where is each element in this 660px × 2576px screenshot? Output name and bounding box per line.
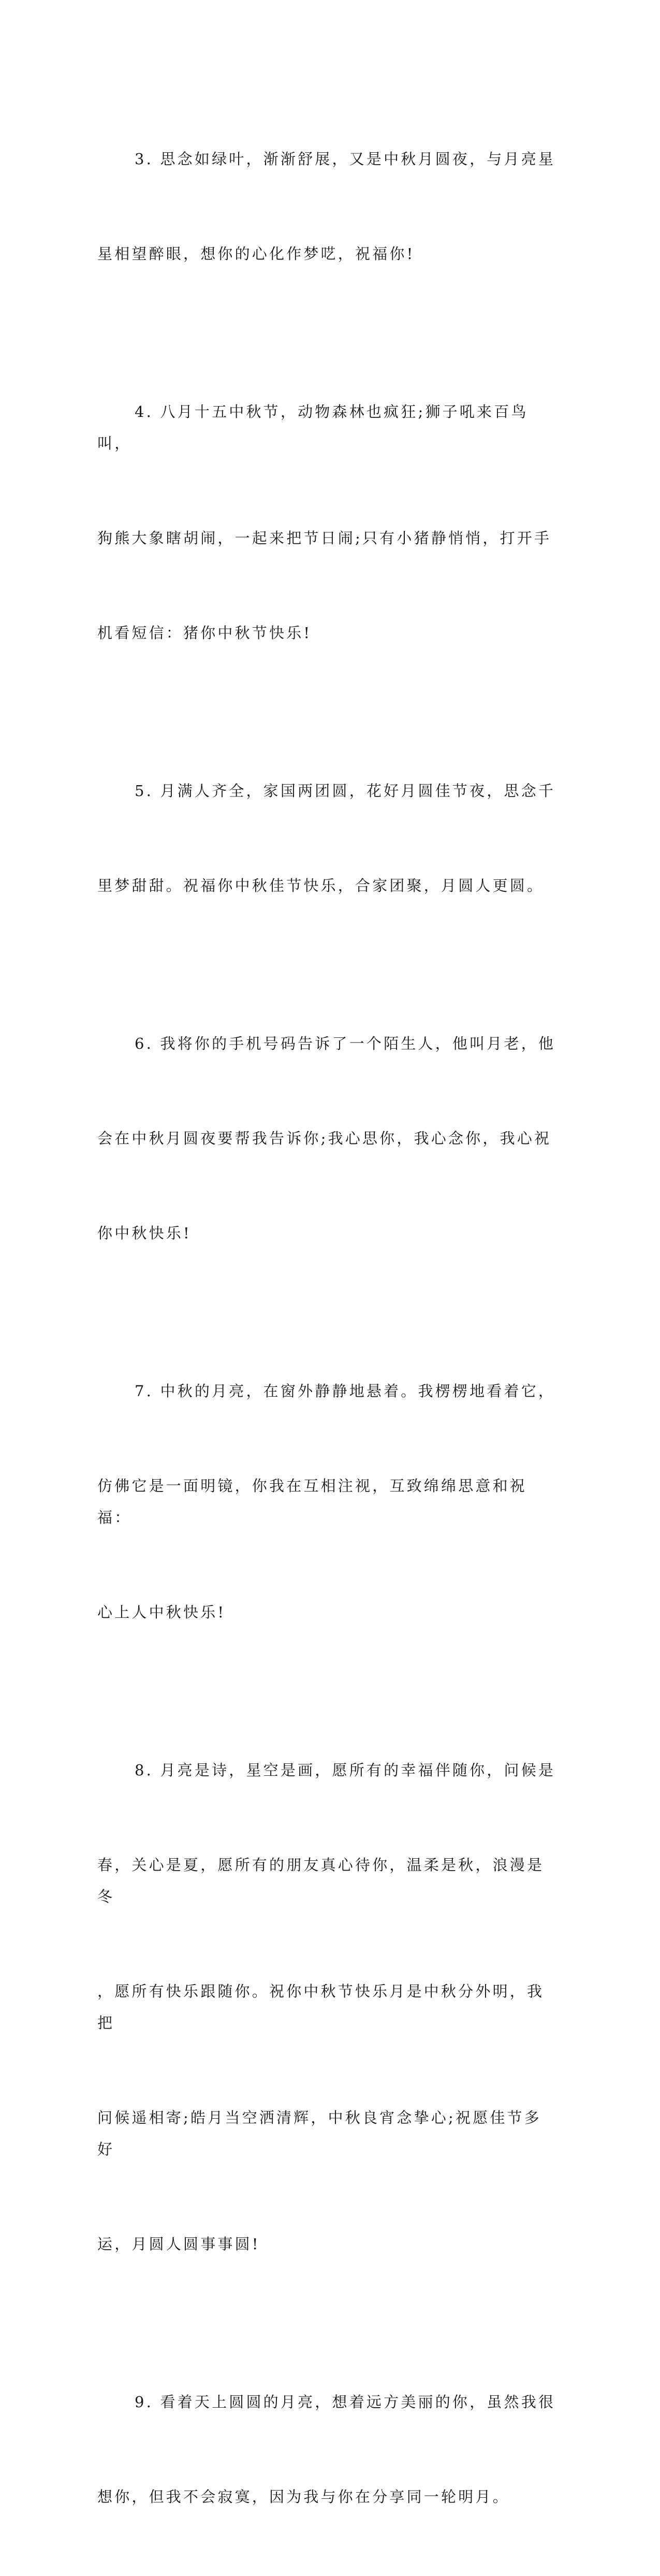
paragraph-line: 4. 八月十五中秋节，动物森林也疯狂;狮子吼来百鸟叫， [97,403,529,452]
paragraph-line: 5. 月满人齐全，家国两团圆，花好月圆佳节夜，思念千 [135,782,556,800]
paragraph-line: 运，月圆人圆事事圆! [97,2235,260,2253]
paragraph-line: 问候遥相寄;皓月当空洒清辉，中秋良宵念挚心;祝愿佳节多好 [97,2109,541,2158]
paragraph-line: 里梦甜甜。祝福你中秋佳节快乐，合家团聚，月圆人更圆。 [97,877,545,894]
paragraph-line: 9. 看着天上圆圆的月亮，想着远方美丽的你，虽然我很 [135,2393,556,2411]
paragraph-line: 你中秋快乐! [97,1224,192,1242]
paragraph-8 [97,1691,558,2323]
paragraph-5 [97,712,558,965]
document-body [97,80,558,2576]
paragraph-4 [97,333,558,712]
paragraph-7 [97,1312,558,1691]
paragraph-9 [97,2323,558,2576]
paragraph-line: 7. 中秋的月亮，在窗外静静地悬着。我楞楞地看着它， [135,1382,556,1400]
paragraph-6 [97,965,558,1312]
paragraph-line: 狗熊大象瞎胡闹，一起来把节日闹;只有小猪静悄悄，打开手 [97,529,552,547]
paragraph-line: 仿佛它是一面明镜，你我在互相注视，互致绵绵思意和祝福： [97,1477,527,1526]
paragraph-line: ，愿所有快乐跟随你。祝你中秋节快乐月是中秋分外明，我把 [97,1982,545,2032]
paragraph-line: 心上人中秋快乐! [97,1603,226,1621]
paragraph-3 [97,80,558,333]
paragraph-line: 想你，但我不会寂寞，因为我与你在分享同一轮明月。 [97,2488,510,2506]
paragraph-line: 8. 月亮是诗，星空是画，愿所有的幸福伴随你，问候是 [135,1761,556,1779]
paragraph-line: 星相望醉眼，想你的心化作梦呓，祝福你! [97,245,415,263]
paragraph-line: 机看短信：猪你中秋节快乐! [97,624,312,642]
paragraph-line: 春，关心是夏，愿所有的朋友真心待你，温柔是秋，浪漫是冬 [97,1856,545,1905]
paragraph-line: 会在中秋月圆夜要帮我告诉你;我心思你，我心念你，我心祝 [97,1130,552,1147]
paragraph-line: 3. 思念如绿叶，渐渐舒展，又是中秋月圆夜，与月亮星 [135,150,556,168]
paragraph-line: 6. 我将你的手机号码告诉了一个陌生人，他叫月老，他 [135,1035,556,1052]
